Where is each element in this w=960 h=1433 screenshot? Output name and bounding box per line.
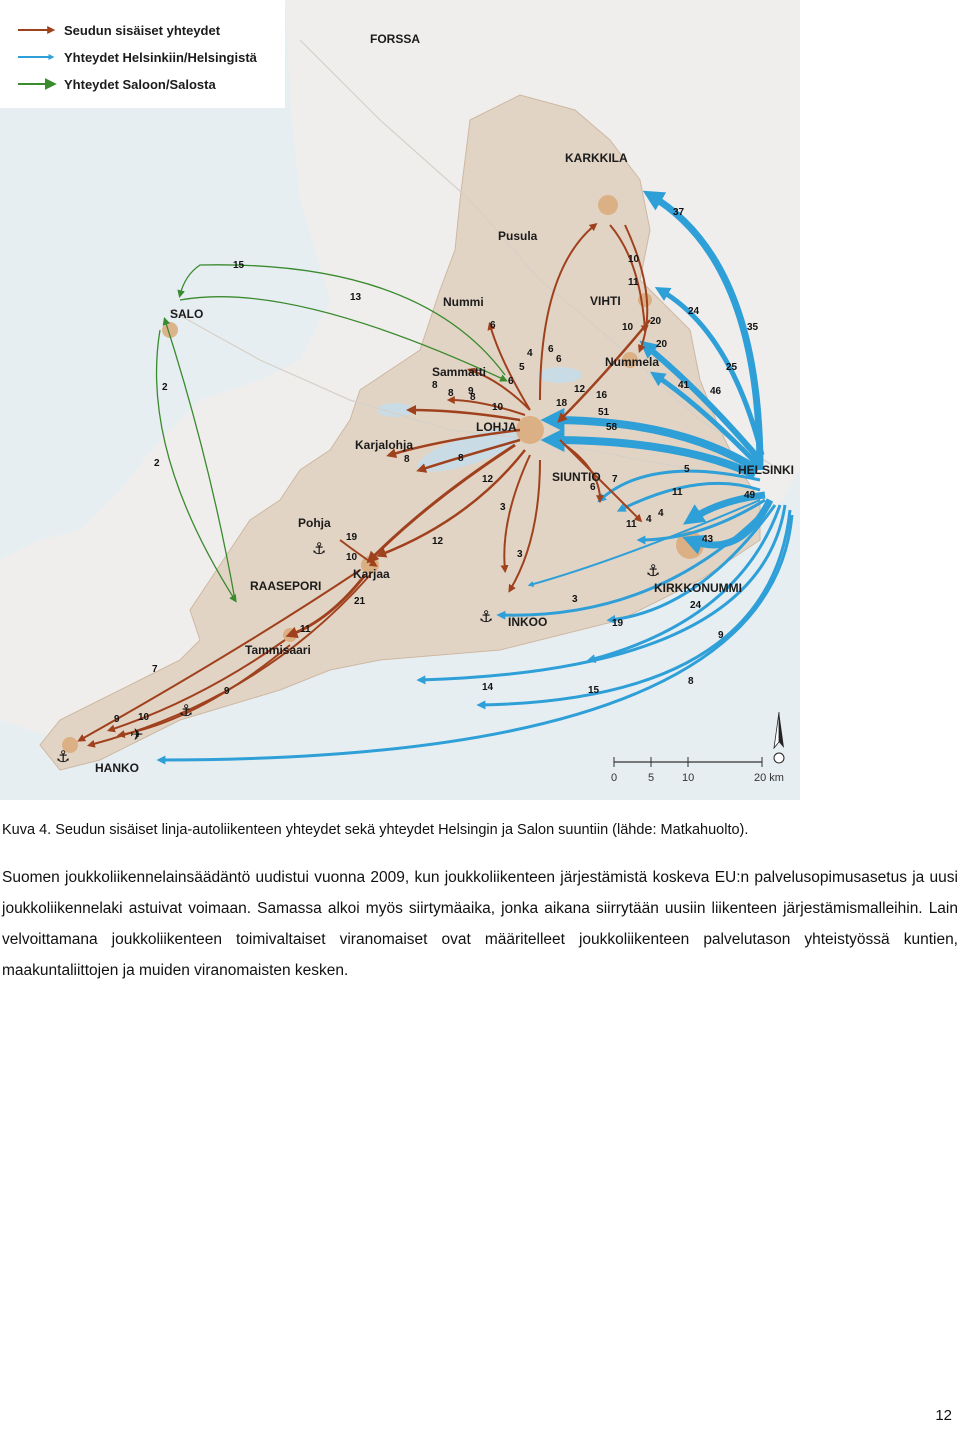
route-number: 8: [458, 453, 464, 464]
town-area-karkkila: [598, 195, 618, 215]
anchor-icon: ⚓: [312, 541, 327, 558]
route-number: 4: [527, 348, 533, 359]
route-number: 3: [517, 549, 523, 560]
route-number: 8: [404, 454, 410, 465]
route-number: 4: [646, 514, 652, 525]
scale-label: 5: [648, 772, 655, 784]
route-number: 7: [152, 664, 158, 675]
place-label-salo: SALO: [170, 307, 204, 321]
place-label-nummi: Nummi: [443, 295, 484, 309]
place-label-pohja: Pohja: [298, 516, 331, 530]
route-number: 3: [572, 594, 578, 605]
place-label-vihti: VIHTI: [590, 294, 621, 308]
route-number: 7: [612, 474, 618, 485]
route-number: 8: [688, 676, 694, 687]
route-number: 11: [628, 277, 639, 288]
place-label-karjaa: Karjaa: [353, 567, 390, 581]
scale-label: 10: [682, 772, 695, 784]
place-label-pusula: Pusula: [498, 229, 538, 243]
route-number: 10: [346, 552, 358, 563]
legend-label: Yhteydet Saloon/Salosta: [64, 77, 216, 92]
route-number: 25: [726, 362, 738, 373]
route-number: 37: [673, 207, 685, 218]
place-label-tammisaari: Tammisaari: [245, 643, 311, 657]
map-lake: [538, 367, 582, 383]
route-number: 43: [702, 534, 714, 545]
route-number: 9: [468, 386, 474, 397]
route-number: 46: [710, 386, 722, 397]
route-number: 15: [588, 685, 600, 696]
place-label-karkkila: KARKKILA: [565, 151, 628, 165]
route-number: 15: [233, 260, 245, 271]
body-paragraph: Suomen joukkoliikennelainsäädäntö uudistui vuonna 2009, kun joukkoliikenteen järjestämistä koskeva EU:n palvelusopimusasetus ja uusi joukkoliikennelaki astuivat voimaan. Samassa alkoi myös siirtymäaika, jonka aikana siirrytään uusiin liikenteen järjestämismalleihin. Lain velvoittamana joukkoliikenteen toimivaltaiset viranomaiset ovat määritelleet joukkoliikenteen palvelutason yhteistyössä kuntien, maakuntaliittojen ja muiden viranomaisten kesken.: [2, 869, 958, 979]
place-label-sammatti: Sammatti: [432, 365, 487, 379]
route-number: 10: [628, 254, 640, 265]
route-number: 6: [548, 344, 554, 355]
place-label-raasepori: RAASEPORI: [250, 579, 322, 593]
route-number: 18: [556, 398, 568, 409]
route-number: 9: [114, 714, 120, 725]
place-label-forssa: FORSSA: [370, 32, 421, 46]
route-number: 13: [350, 292, 362, 303]
route-number: 9: [718, 630, 724, 641]
place-label-lohja: LOHJA: [476, 420, 517, 434]
route-number: 41: [678, 380, 690, 391]
town-area-lohja: [516, 416, 544, 444]
route-number: 8: [432, 380, 438, 391]
place-label-nummela: Nummela: [605, 355, 660, 369]
route-number: 2: [162, 382, 168, 393]
route-number: 35: [747, 322, 759, 333]
place-label-hanko: HANKO: [95, 761, 139, 775]
anchor-icon: ⚓: [646, 563, 661, 580]
route-number: 49: [744, 490, 756, 501]
route-number: 9: [224, 686, 230, 697]
place-label-siuntio: SIUNTIO: [552, 470, 601, 484]
route-number: 6: [490, 320, 496, 331]
route-number: 10: [138, 712, 150, 723]
route-number: 21: [354, 596, 366, 607]
route-number: 24: [688, 306, 700, 317]
route-number: 10: [492, 402, 504, 413]
region-map-figure: [0, 0, 800, 800]
route-number: 12: [432, 536, 444, 547]
route-number: 10: [622, 322, 634, 333]
route-number: 6: [590, 482, 596, 493]
route-number: 19: [612, 618, 624, 629]
route-number: 19: [346, 532, 358, 543]
scale-label: 20 km: [754, 772, 784, 784]
route-number: 11: [672, 487, 683, 498]
route-number: 20: [656, 339, 668, 350]
route-number: 12: [574, 384, 586, 395]
route-number: 4: [658, 508, 664, 519]
route-number: 8: [470, 392, 476, 403]
route-number: 14: [482, 682, 494, 693]
route-number: 20: [650, 316, 662, 327]
place-label-kirkkonummi: KIRKKONUMMI: [654, 581, 742, 595]
route-number: 58: [606, 422, 618, 433]
route-number: 5: [684, 464, 690, 475]
place-label-inkoo: INKOO: [508, 615, 548, 629]
place-label-karjalohja: Karjalohja: [355, 438, 414, 452]
scale-label: 0: [611, 772, 618, 784]
route-number: 51: [598, 407, 610, 418]
route-number: 11: [626, 519, 637, 530]
anchor-icon: ⚓: [479, 609, 494, 626]
anchor-icon: ⚓: [179, 703, 194, 720]
anchor-icon: ⚓: [56, 749, 71, 766]
place-label-helsinki: HELSINKI: [738, 463, 795, 477]
route-number: 11: [300, 624, 311, 635]
route-number: 3: [500, 502, 506, 513]
route-number: 6: [508, 376, 514, 387]
airplane-icon: ✈: [130, 727, 144, 744]
route-number: 8: [448, 388, 454, 399]
route-number: 16: [596, 390, 608, 401]
legend-label: Seudun sisäiset yhteydet: [64, 23, 221, 38]
route-number: 6: [556, 354, 562, 365]
page-number: 12: [935, 1407, 952, 1424]
legend-label: Yhteydet Helsinkiin/Helsingistä: [64, 50, 257, 65]
route-number: 2: [154, 458, 160, 469]
route-number: 5: [519, 362, 525, 373]
figure-caption: Kuva 4. Seudun sisäiset linja-autoliikenteen yhteydet sekä yhteydet Helsingin ja Salon suuntiin (lähde: Matkahuolto).: [2, 822, 749, 838]
route-number: 12: [482, 474, 494, 485]
route-number: 24: [690, 600, 702, 611]
